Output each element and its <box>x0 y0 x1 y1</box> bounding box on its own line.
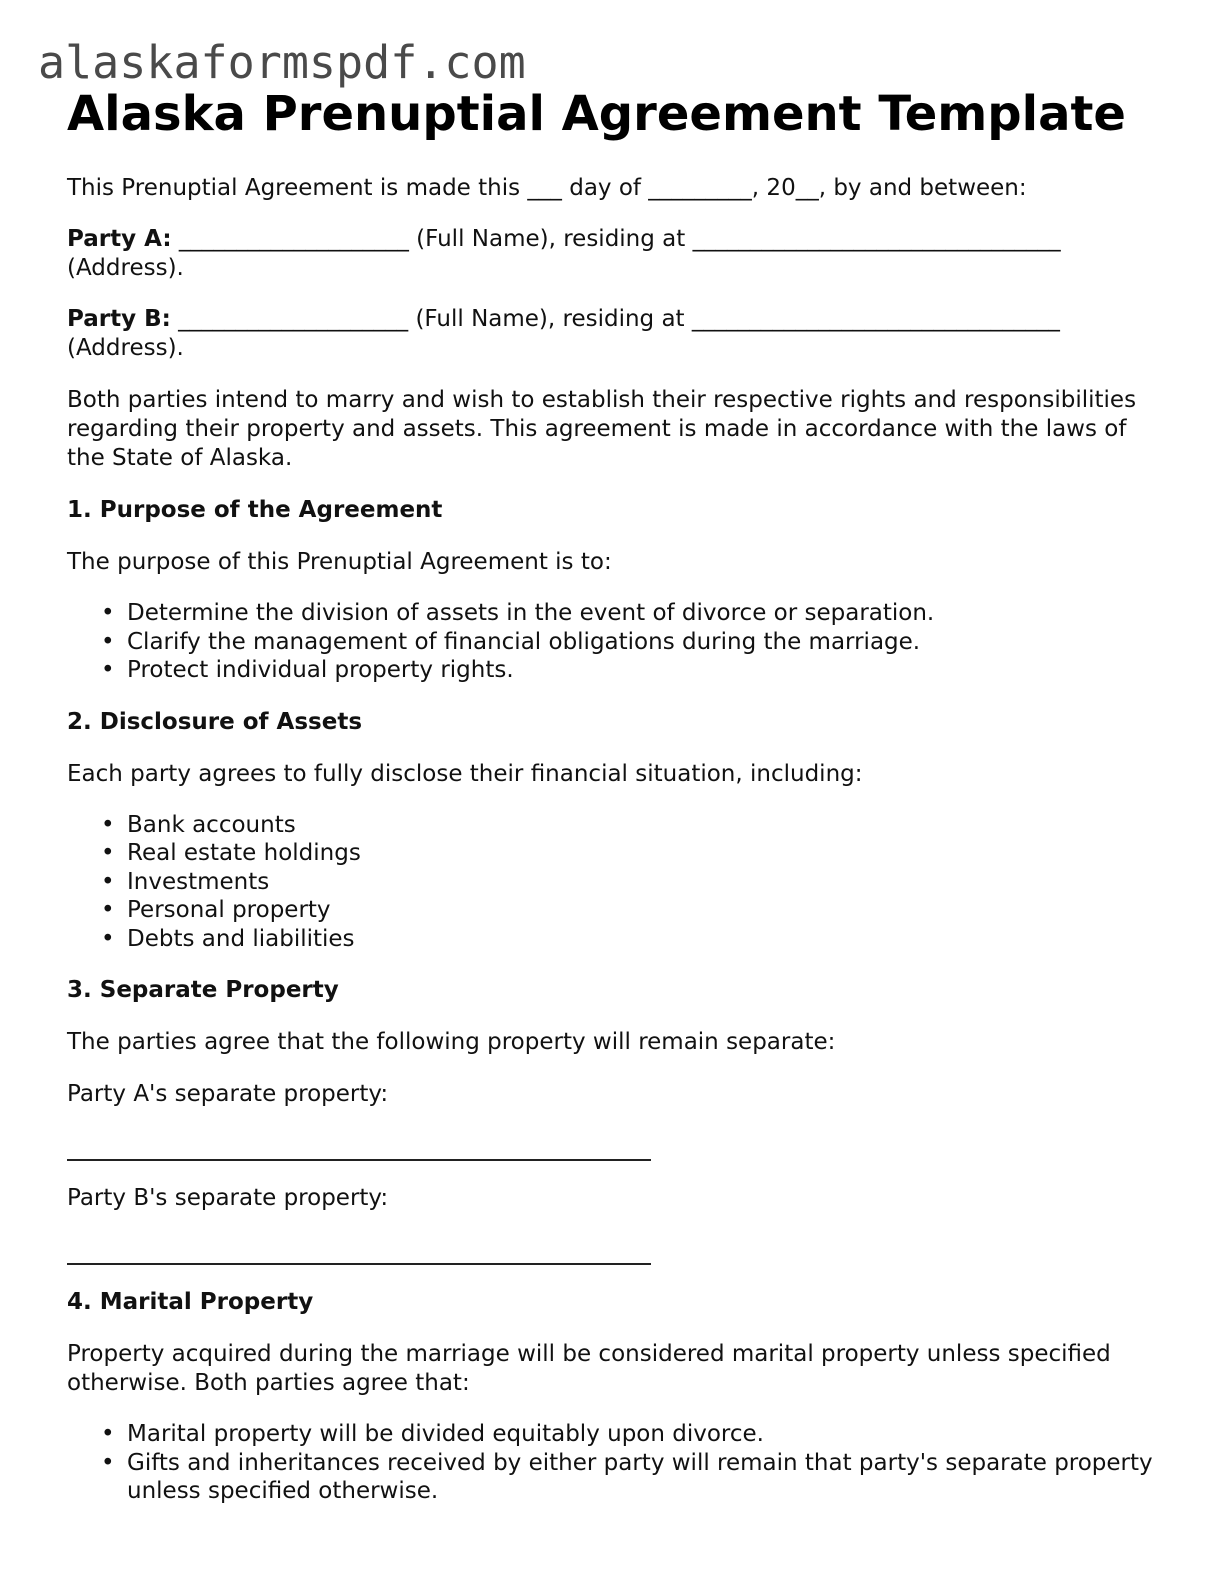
section-4-list <box>67 1420 1167 1506</box>
page-title: Alaska Prenuptial Agreement Template <box>67 86 1126 142</box>
list-item: • Determine the division of assets in the event of divorce or separation. <box>127 599 1167 628</box>
list-item: • Bank accounts <box>127 811 1167 840</box>
section-1-lead: The purpose of this Prenuptial Agreement is to: <box>67 549 612 575</box>
list-item: • Clarify the management of financial obligations during the marriage. <box>127 628 1167 657</box>
section-2-lead: Each party agrees to fully disclose their financial situation, including: <box>67 760 863 787</box>
party-b-separate-blank[interactable] <box>67 1236 1167 1265</box>
party-a-separate-label: Party A's separate property: <box>67 1081 389 1107</box>
party-a-line <box>67 225 1167 283</box>
party-b-separate-label: Party B's separate property: <box>67 1185 389 1211</box>
section-3-lead: The parties agree that the following property will remain separate: <box>67 1029 836 1055</box>
list-item: • Marital property will be divided equitably upon divorce. <box>127 1420 1167 1449</box>
party-b-label: Party B: <box>67 306 171 332</box>
section-4-heading: 4. Marital Property <box>67 1289 314 1315</box>
watermark: alaskaformspdf.com <box>38 36 526 89</box>
party-a-text: ____________________ (Full Name), residing at ________________________________ (Address). <box>67 226 1061 281</box>
section-2-heading: 2. Disclosure of Assets <box>67 708 363 735</box>
list-item: • Debts and liabilities <box>127 925 1167 954</box>
section-3-heading: 3. Separate Property <box>67 977 339 1003</box>
list-item: • Personal property <box>127 896 1167 925</box>
recital-paragraph: Both parties intend to marry and wish to establish their respective rights and responsibilities regarding their property and assets. This agreement is made in accordance with the laws of the State of Alaska. <box>67 387 1137 471</box>
list-item: • Gifts and inheritances received by either party will remain that party's separate property unless specified otherwise. <box>127 1449 1167 1506</box>
party-b-line <box>67 305 1167 363</box>
list-item: • Real estate holdings <box>127 839 1167 868</box>
party-a-label: Party A: <box>67 226 172 252</box>
section-4-lead: Property acquired during the marriage will be considered marital property unless specified otherwise. Both parties agree that: <box>67 1341 1111 1396</box>
list-item: • Protect individual property rights. <box>127 656 1167 685</box>
document <box>67 82 1167 1506</box>
section-2-list <box>67 811 1167 954</box>
intro-paragraph: This Prenuptial Agreement is made this ___ day of _________, 20__, by and between: <box>67 175 1027 201</box>
section-1-heading: 1. Purpose of the Agreement <box>67 497 443 523</box>
party-b-text: ____________________ (Full Name), residing at ________________________________ (Address). <box>67 306 1060 361</box>
party-a-separate-blank[interactable] <box>67 1132 1167 1161</box>
section-1-list <box>67 599 1167 685</box>
list-item: • Investments <box>127 868 1167 897</box>
